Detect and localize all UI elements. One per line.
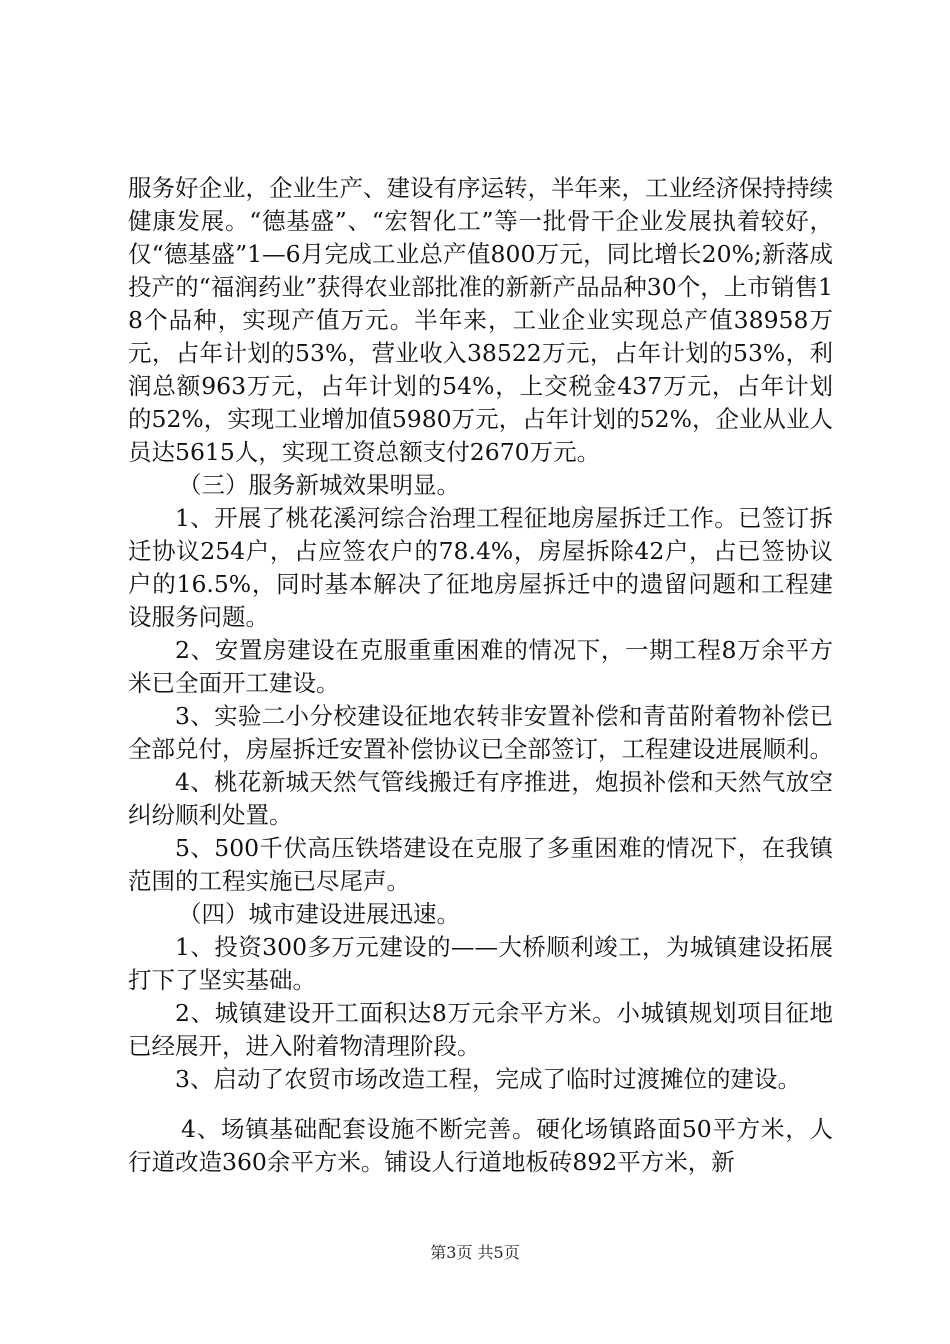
paragraph-item-4-gas-pipeline: 4、桃花新城天然气管线搬迁有序推进，炮损补偿和天然气放空纠纷顺利处置。 <box>128 768 833 829</box>
page-footer: 第3页 共5页 <box>430 1243 520 1262</box>
paragraph-item-4-infrastructure: 4、场镇基础配套设施不断完善。硬化场镇路面50平方米，人行道改造360余平方米。铺设人行道地板砖892平方米，新 <box>128 1115 833 1176</box>
paragraph-item-3-market-renovation: 3、启动了农贸市场改造工程，完成了临时过渡摊位的建设。 <box>175 1065 801 1093</box>
paragraph-industry-summary: 服务好企业，企业生产、建设有序运转，半年来，工业经济保持持续健康发展。“德基盛”、“宏智化工”等一批骨干企业发展执着较好，仅“德基盛”1—6月完成工业总产值800万元，同比增长20%;新落成投产的“福润药业”获得农业部批准的新新产品品种30个，上市销售18个品种，实现产值万元。半年来，工业企业实现总产值38958万元，占年计划的53%，营业收入38522万元，占年计划的53%，利润总额963万元，占年计划的54%，上交税金437万元，占年计划的52%，实现工业增加值5980万元，占年计划的52%，企业从业人员达5615人，实现工资总额支付2670万元。 <box>128 174 833 466</box>
section-heading-service-new-city: （三）服务新城效果明显。 <box>178 471 460 499</box>
paragraph-item-5-power-tower: 5、500千伏高压铁塔建设在克服了多重困难的情况下，在我镇范围的工程实施已尽尾声。 <box>128 834 833 895</box>
paragraph-item-2-town-construction: 2、城镇建设开工面积达8万元余平方米。小城镇规划项目征地已经展开，进入附着物清理阶段。 <box>128 999 833 1060</box>
paragraph-item-1-bridge: 1、投资300多万元建设的——大桥顺利竣工，为城镇建设拓展打下了坚实基础。 <box>128 933 833 994</box>
document-body <box>128 172 833 1179</box>
paragraph-item-3-school-branch: 3、实验二小分校建设征地农转非安置补偿和青苗附着物补偿已全部兑付，房屋拆迁安置补偿协议已全部签订，工程建设进展顺利。 <box>128 702 833 763</box>
section-heading-city-construction: （四）城市建设进展迅速。 <box>178 900 460 928</box>
paragraph-item-2-resettlement-housing: 2、安置房建设在克服重重困难的情况下，一期工程8万余平方米已全面开工建设。 <box>128 636 833 697</box>
paragraph-item-1-demolition: 1、开展了桃花溪河综合治理工程征地房屋拆迁工作。已签订拆迁协议254户，占应签农户的78.4%，房屋拆除42户，占已签协议户的16.5%，同时基本解决了征地房屋拆迁中的遗留问题和工程建设服务问题。 <box>128 504 833 631</box>
